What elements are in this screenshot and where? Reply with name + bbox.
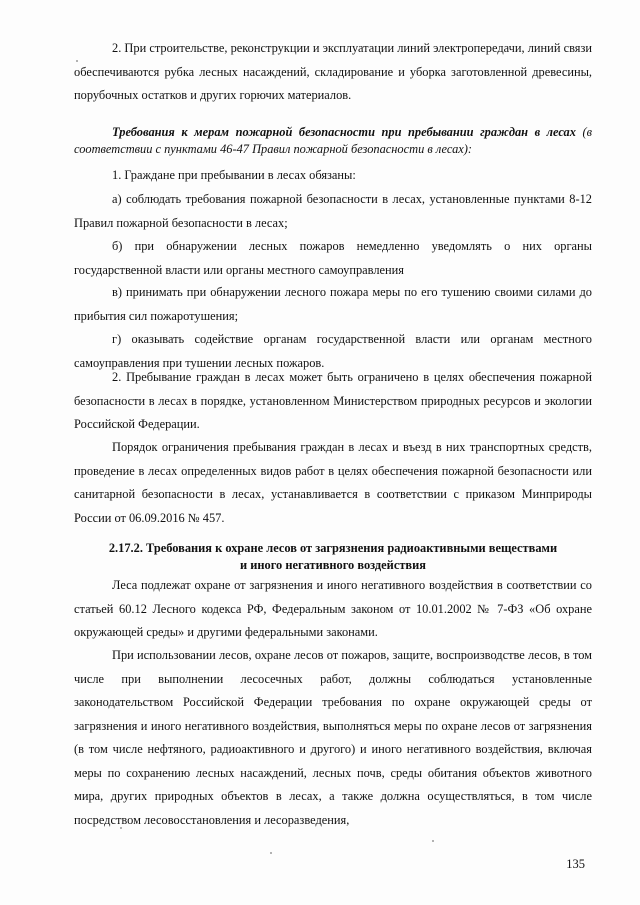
- scan-speck: [120, 827, 122, 829]
- paragraph-item-1: 1. Граждане при пребывании в лесах обязаны:: [112, 168, 356, 182]
- scan-speck: [76, 60, 78, 62]
- scan-speck: [432, 840, 434, 842]
- paragraph-protection-law: Леса подлежат охране от загрязнения и иного негативного воздействия в соответствии со статьей 60.12 Лесного кодекса РФ, Федеральным законом от 10.01.2002 № 7-ФЗ «Об охране окружающей среды» и другими федеральными законами.: [74, 578, 592, 639]
- section-heading: [74, 540, 592, 574]
- paragraph-item-a: а) соблюдать требования пожарной безопасности в лесах, установленные пунктами 8-12 Правил пожарной безопасности в лесах;: [74, 192, 592, 230]
- scan-speck: [270, 852, 272, 854]
- paragraph-item-v: в) принимать при обнаружении лесного пожара меры по его тушению своими силами до прибытия сил пожаротушения;: [74, 285, 592, 323]
- fire-safety-heading: [74, 124, 592, 158]
- section-heading-line-2: и иного негативного воздействия: [240, 558, 426, 572]
- paragraph-item-b: б) при обнаружении лесных пожаров немедленно уведомлять о них органы государственной власти или органы местного самоуправления: [74, 239, 592, 277]
- page-number: 135: [566, 857, 585, 871]
- fire-safety-heading-title: Требования к мерам пожарной безопасности при пребывании граждан в лесах: [112, 125, 576, 139]
- paragraph-procedure: Порядок ограничения пребывания граждан в лесах и въезд в них транспортных средств, проведение в лесах определенных видов работ в целях обеспечения пожарной безопасности или санитарной безопасности в лесах, устанавливается в соответствии с приказом Минприроды России от 06.09.2016 № 457.: [74, 440, 592, 525]
- fire-safety-heading-reference: (в соответствии с пунктами 46-47 Правил пожарной безопасности в лесах):: [74, 125, 592, 156]
- section-heading-line-1: 2.17.2. Требования к охране лесов от загрязнения радиоактивными веществами: [108, 541, 558, 555]
- paragraph-construction: 2. При строительстве, реконструкции и эксплуатации линий электропередачи, линий связи обеспечиваются рубка лесных насаждений, складирование и уборка заготовленной древесины, порубочных остатков и других горючих материалов.: [74, 41, 592, 102]
- paragraph-item-g: г) оказывать содействие органам государственной власти или органам местного самоуправления при тушении лесных пожаров.: [74, 332, 592, 370]
- paragraph-usage: При использовании лесов, охране лесов от пожаров, защите, воспроизводстве лесов, в том числе при выполнении лесосечных работ, должны соблюдаться установленные законодательством Российской Федерации требования по охране окружающей среды от загрязнения и иного негативного воздействия, выполняться меры по охране лесов от загрязнения (в том числе нефтяного, радиоактивного и другого) и иного негативного воздействия, включая меры по сохранению лесных насаждений, лесных почв, среды обитания объектов животного мира, других природных объектов в лесах, а также должна осуществляться, в том числе посредством лесовосстановления и лесоразведения,: [74, 648, 592, 827]
- paragraph-item-2: 2. Пребывание граждан в лесах может быть ограничено в целях обеспечения пожарной безопасности в лесах в порядке, установленном Министерством природных ресурсов и экологии Российской Федерации.: [74, 370, 592, 431]
